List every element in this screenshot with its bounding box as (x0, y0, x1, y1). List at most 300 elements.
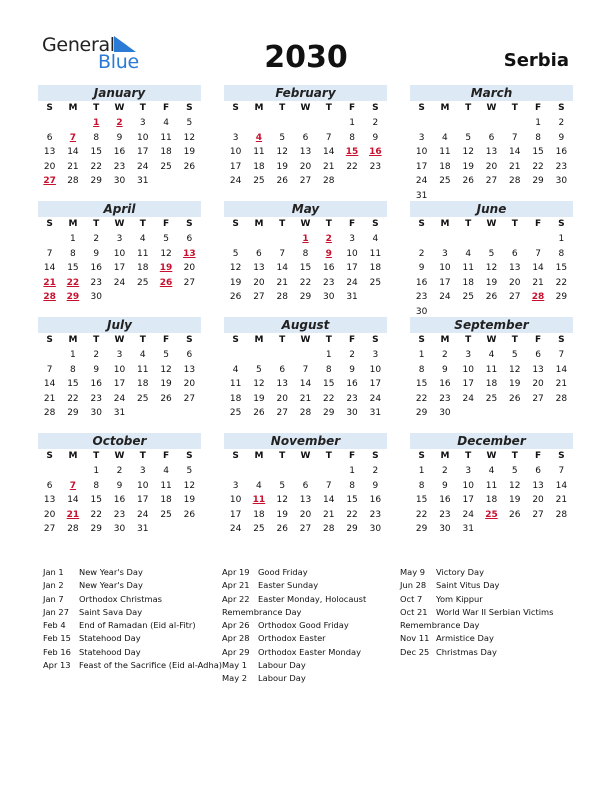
weekday-label: S (372, 335, 379, 345)
day-cell: 24 (137, 161, 149, 172)
weekday-label: F (534, 219, 542, 229)
day-cell: 12 (160, 364, 172, 375)
day-cell: 11 (137, 248, 149, 259)
holiday-day-cell: 15 (345, 147, 359, 158)
holiday-entry (43, 619, 222, 632)
day-cell: 8 (535, 132, 541, 143)
weekday-label: T (465, 219, 472, 229)
day-cell: 22 (555, 277, 568, 288)
day-cell: 12 (509, 480, 521, 491)
day-cell: 5 (465, 132, 472, 143)
day-cell: 15 (323, 379, 335, 390)
holiday-entry (222, 606, 366, 619)
holiday-date: Apr 21 (222, 580, 250, 591)
day-cell: 24 (346, 277, 358, 288)
day-cell: 31 (346, 292, 358, 303)
day-cell: 11 (253, 147, 265, 158)
day-cell: 31 (415, 190, 428, 201)
day-grid (38, 449, 201, 537)
day-cell: 30 (369, 524, 382, 535)
day-cell: 14 (509, 147, 521, 158)
day-cell: 6 (535, 466, 541, 476)
day-cell: 22 (299, 277, 312, 288)
day-cell: 23 (346, 393, 358, 404)
day-cell: 27 (509, 292, 521, 303)
day-cell: 13 (509, 263, 521, 274)
day-cell: 28 (323, 176, 335, 187)
calendar-year: 2030 (264, 40, 348, 75)
weekday-label: T (139, 219, 146, 229)
day-cell: 23 (439, 393, 451, 404)
month-title: February (224, 85, 387, 101)
day-cell: 11 (137, 364, 149, 375)
weekday-label: T (93, 335, 100, 345)
day-cell: 2 (372, 466, 379, 476)
holiday-name: Orthodox Good Friday (258, 620, 349, 631)
day-cell: 18 (439, 161, 451, 172)
day-cell: 27 (43, 524, 56, 535)
weekday-label: T (279, 451, 286, 461)
day-cell: 12 (485, 263, 498, 274)
day-cell: 7 (535, 248, 541, 259)
day-cell: 3 (139, 466, 146, 476)
day-cell: 20 (509, 277, 521, 288)
weekday-label: S (46, 103, 53, 113)
day-cell: 20 (532, 379, 544, 390)
day-cell: 20 (43, 161, 56, 172)
empty-cell (38, 464, 61, 479)
day-cell: 3 (232, 132, 239, 143)
day-cell: 4 (465, 248, 472, 259)
day-cell: 15 (299, 263, 312, 274)
day-cell: 7 (558, 466, 565, 476)
day-cell: 29 (415, 408, 428, 419)
holiday-name: Saint Sava Day (79, 606, 143, 617)
weekday-label: T (93, 103, 100, 113)
holiday-day-cell: 11 (252, 495, 266, 506)
day-cell: 10 (439, 263, 451, 274)
weekday-label: S (372, 219, 379, 229)
holiday-name: Orthodox Easter (258, 633, 326, 644)
holiday-date: Feb 15 (43, 633, 71, 644)
day-cell: 25 (229, 408, 242, 419)
day-cell: 31 (137, 524, 149, 535)
holiday-name: End of Ramadan (Eid al-Fitr) (79, 620, 196, 631)
weekday-label: F (534, 335, 542, 345)
day-cell: 17 (346, 263, 358, 274)
holiday-entry (222, 659, 366, 672)
day-cell: 1 (70, 234, 76, 244)
weekday-label: F (348, 451, 356, 461)
weekday-label: S (418, 335, 425, 345)
weekday-label: T (139, 335, 146, 345)
day-cell: 16 (555, 147, 568, 158)
day-cell: 8 (70, 364, 76, 375)
day-cell: 24 (229, 176, 242, 187)
weekday-label: F (534, 103, 542, 113)
day-cell: 9 (558, 132, 565, 143)
weekday-label: M (440, 219, 450, 229)
empty-cell (410, 116, 433, 131)
day-cell: 27 (299, 524, 312, 535)
weekday-label: S (46, 219, 53, 229)
day-cell: 5 (163, 234, 169, 244)
day-grid (224, 449, 387, 537)
day-cell: 21 (67, 161, 79, 172)
empty-cell (224, 116, 247, 131)
holiday-name: Labour Day (258, 673, 306, 684)
holiday-day-cell: 2 (325, 234, 332, 244)
holiday-date: Dec 25 (400, 646, 430, 657)
day-cell: 2 (442, 350, 448, 360)
holiday-date: Jan 27 (43, 606, 69, 617)
day-cell: 15 (90, 495, 102, 506)
empty-cell (317, 116, 340, 131)
day-cell: 23 (415, 292, 428, 303)
weekday-label: T (511, 335, 518, 345)
day-cell: 21 (509, 161, 521, 172)
day-cell: 24 (462, 509, 474, 520)
weekday-label: S (372, 103, 379, 113)
day-cell: 21 (323, 509, 335, 520)
day-cell: 20 (43, 509, 56, 520)
weekday-label: T (465, 335, 472, 345)
day-cell: 14 (532, 263, 544, 274)
weekday-label: T (511, 219, 518, 229)
day-grid (224, 217, 387, 305)
holiday-day-cell: 13 (183, 248, 196, 259)
day-cell: 18 (485, 495, 498, 506)
day-cell: 22 (346, 509, 358, 520)
day-cell: 9 (116, 480, 123, 491)
logo-word-blue: Blue (98, 51, 139, 73)
day-cell: 8 (558, 248, 565, 259)
day-cell: 27 (299, 176, 312, 187)
day-cell: 17 (415, 161, 428, 172)
month-october (38, 433, 201, 537)
day-cell: 17 (229, 161, 242, 172)
holiday-date: Oct 7 (400, 593, 423, 604)
holiday-name: Remembrance Day (400, 620, 480, 631)
day-cell: 3 (116, 350, 123, 360)
weekday-label: T (93, 451, 100, 461)
empty-cell (247, 464, 270, 479)
day-cell: 7 (325, 132, 332, 143)
weekday-label: T (511, 451, 518, 461)
day-cell: 7 (46, 364, 53, 375)
day-cell: 18 (160, 495, 172, 506)
day-cell: 10 (229, 495, 242, 506)
day-cell: 2 (418, 248, 425, 259)
day-cell: 10 (462, 364, 474, 375)
holiday-date: Jan 2 (43, 580, 64, 591)
holiday-name: World War II Serbian Victims (436, 606, 554, 617)
holiday-entry (222, 619, 366, 632)
holiday-date: Jan 7 (43, 593, 64, 604)
holiday-name: Saint Vitus Day (436, 580, 500, 591)
day-grid (38, 101, 201, 189)
weekday-label: M (440, 335, 450, 345)
holiday-day-cell: 27 (43, 176, 56, 187)
day-cell: 8 (93, 480, 100, 491)
day-cell: 30 (90, 292, 102, 303)
day-cell: 10 (137, 132, 149, 143)
day-cell: 4 (139, 234, 146, 244)
day-cell: 29 (555, 292, 568, 303)
day-cell: 5 (279, 132, 286, 143)
day-cell: 16 (439, 379, 451, 390)
day-cell: 11 (369, 248, 382, 259)
weekday-label: S (418, 451, 425, 461)
day-cell: 2 (558, 118, 565, 128)
day-cell: 22 (90, 161, 102, 172)
day-cell: 18 (137, 263, 149, 274)
weekday-label: S (186, 335, 193, 345)
day-cell: 29 (67, 408, 79, 419)
weekday-label: M (254, 335, 264, 345)
weekday-label: S (418, 219, 425, 229)
day-cell: 11 (160, 132, 172, 143)
day-cell: 19 (509, 495, 521, 506)
day-cell: 15 (532, 147, 544, 158)
day-cell: 13 (299, 147, 312, 158)
day-cell: 24 (113, 393, 126, 404)
holiday-day-cell: 28 (531, 292, 545, 303)
day-cell: 7 (325, 480, 332, 491)
day-cell: 2 (372, 118, 379, 128)
day-cell: 13 (43, 147, 56, 158)
empty-cell (317, 464, 340, 479)
day-cell: 9 (349, 364, 355, 375)
day-cell: 16 (90, 379, 102, 390)
day-cell: 24 (229, 524, 242, 535)
weekday-label: S (186, 103, 193, 113)
day-cell: 24 (137, 509, 149, 520)
day-cell: 27 (253, 292, 265, 303)
empty-cell (457, 116, 480, 131)
day-cell: 5 (186, 466, 193, 476)
holiday-entry (43, 566, 222, 579)
day-cell: 14 (43, 263, 56, 274)
day-cell: 22 (323, 393, 335, 404)
holiday-day-cell: 4 (255, 132, 263, 143)
day-cell: 10 (137, 480, 149, 491)
day-cell: 29 (299, 292, 312, 303)
day-cell: 30 (346, 408, 358, 419)
day-cell: 5 (186, 118, 193, 128)
day-cell: 28 (67, 524, 79, 535)
weekday-label: W (114, 335, 125, 345)
weekday-label: S (46, 451, 53, 461)
holiday-name: Orthodox Christmas (79, 593, 162, 604)
day-cell: 8 (93, 132, 100, 143)
holiday-day-cell: 29 (66, 292, 80, 303)
day-cell: 3 (349, 234, 355, 244)
empty-cell (224, 464, 247, 479)
weekday-label: M (68, 103, 78, 113)
month-title: October (38, 433, 201, 449)
holiday-entry (43, 632, 222, 645)
day-cell: 18 (229, 393, 242, 404)
day-cell: 3 (372, 350, 379, 360)
day-cell: 12 (229, 263, 242, 274)
day-cell: 1 (349, 466, 355, 476)
day-cell: 6 (186, 234, 193, 244)
day-cell: 18 (137, 379, 149, 390)
empty-cell (480, 116, 503, 131)
day-cell: 30 (323, 292, 335, 303)
day-cell: 25 (253, 176, 265, 187)
day-cell: 27 (276, 408, 288, 419)
day-cell: 14 (43, 379, 56, 390)
day-cell: 26 (276, 176, 288, 187)
weekday-label: F (162, 335, 170, 345)
day-cell: 10 (415, 147, 428, 158)
empty-cell (271, 348, 294, 363)
day-cell: 27 (532, 393, 544, 404)
month-title: July (38, 317, 201, 333)
day-cell: 19 (229, 277, 242, 288)
weekday-label: S (232, 451, 239, 461)
day-cell: 28 (555, 393, 568, 404)
day-cell: 28 (276, 292, 288, 303)
day-grid (38, 333, 201, 421)
day-cell: 3 (465, 466, 472, 476)
holiday-date: Apr 13 (43, 660, 71, 671)
day-cell: 17 (439, 277, 451, 288)
month-march (410, 85, 573, 204)
day-cell: 25 (160, 161, 172, 172)
day-cell: 20 (276, 393, 288, 404)
day-cell: 16 (415, 277, 428, 288)
holiday-day-cell: 21 (66, 509, 80, 520)
weekday-label: T (279, 335, 286, 345)
day-cell: 10 (113, 364, 126, 375)
weekday-label: S (418, 103, 425, 113)
day-cell: 30 (415, 306, 428, 317)
month-april (38, 201, 201, 305)
day-cell: 6 (279, 364, 286, 375)
empty-cell (38, 116, 61, 131)
day-cell: 14 (323, 495, 335, 506)
weekday-label: S (186, 451, 193, 461)
day-cell: 24 (113, 277, 126, 288)
day-cell: 7 (302, 364, 309, 375)
weekday-label: M (440, 451, 450, 461)
day-cell: 26 (229, 292, 242, 303)
day-cell: 18 (369, 263, 382, 274)
holiday-entry (43, 579, 222, 592)
day-cell: 21 (276, 277, 288, 288)
day-cell: 30 (439, 408, 451, 419)
empty-cell (224, 232, 247, 247)
holiday-day-cell: 1 (302, 234, 309, 244)
day-cell: 15 (415, 495, 428, 506)
weekday-label: M (254, 103, 264, 113)
day-cell: 23 (369, 509, 382, 520)
holiday-day-cell: 2 (116, 118, 123, 128)
day-cell: 26 (183, 509, 196, 520)
day-cell: 15 (415, 379, 428, 390)
day-cell: 5 (511, 350, 518, 360)
day-cell: 12 (253, 379, 265, 390)
weekday-label: F (348, 103, 356, 113)
day-cell: 8 (418, 480, 425, 491)
weekday-label: W (486, 451, 497, 461)
weekday-label: M (254, 219, 264, 229)
day-cell: 1 (558, 234, 565, 244)
holiday-day-cell: 7 (69, 132, 77, 143)
day-cell: 29 (90, 176, 102, 187)
day-cell: 8 (349, 480, 355, 491)
holiday-name: New Year's Day (79, 580, 143, 591)
weekday-label: S (558, 103, 565, 113)
weekday-label: W (300, 103, 311, 113)
weekday-label: W (486, 219, 497, 229)
day-cell: 29 (90, 524, 102, 535)
day-cell: 1 (70, 350, 76, 360)
day-cell: 19 (462, 161, 474, 172)
day-cell: 9 (372, 480, 379, 491)
month-title: December (410, 433, 573, 449)
day-cell: 26 (160, 393, 172, 404)
day-cell: 10 (369, 364, 382, 375)
day-cell: 30 (90, 408, 102, 419)
day-cell: 9 (418, 263, 425, 274)
day-cell: 14 (555, 364, 568, 375)
day-cell: 26 (485, 292, 498, 303)
day-cell: 17 (113, 263, 126, 274)
day-cell: 30 (113, 524, 126, 535)
day-cell: 12 (183, 132, 196, 143)
day-cell: 29 (415, 524, 428, 535)
holiday-name: Labour Day (258, 660, 306, 671)
empty-cell (503, 232, 526, 247)
empty-cell (271, 116, 294, 131)
day-cell: 27 (183, 393, 196, 404)
day-cell: 3 (418, 132, 425, 143)
month-title: March (410, 85, 573, 101)
day-cell: 5 (232, 248, 239, 259)
empty-cell (480, 232, 503, 247)
day-cell: 13 (43, 495, 56, 506)
weekday-label: T (93, 219, 100, 229)
day-cell: 29 (346, 524, 358, 535)
day-cell: 25 (137, 393, 149, 404)
empty-cell (433, 116, 456, 131)
day-cell: 4 (256, 480, 262, 491)
day-cell: 5 (163, 350, 169, 360)
day-cell: 11 (160, 480, 172, 491)
day-cell: 11 (485, 480, 498, 491)
day-cell: 12 (160, 248, 172, 259)
country-name: Serbia (503, 50, 569, 71)
day-cell: 16 (369, 495, 382, 506)
holiday-day-cell: 26 (159, 277, 173, 288)
day-cell: 17 (462, 495, 474, 506)
day-cell: 2 (349, 350, 355, 360)
day-cell: 19 (276, 509, 288, 520)
holiday-entry (222, 566, 366, 579)
month-title: November (224, 433, 387, 449)
weekday-label: T (465, 451, 472, 461)
day-cell: 20 (253, 277, 265, 288)
day-cell: 26 (253, 408, 265, 419)
holiday-date: Feb 16 (43, 646, 71, 657)
holiday-day-cell: 28 (43, 292, 56, 303)
day-cell: 16 (346, 379, 358, 390)
day-cell: 2 (93, 234, 100, 244)
